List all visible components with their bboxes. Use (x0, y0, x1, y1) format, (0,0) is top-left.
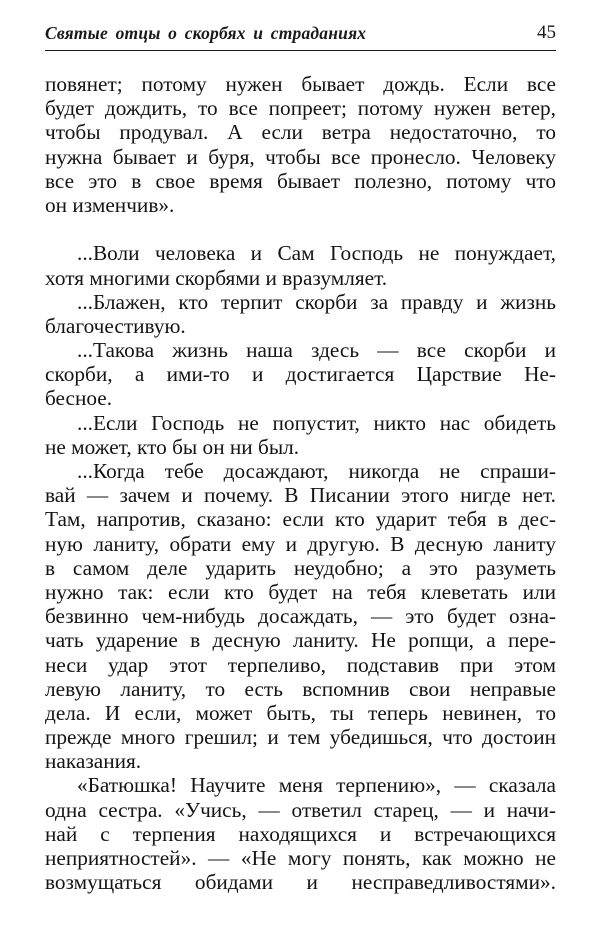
text-line: все это в свое время бывает полезно, потому что (45, 168, 556, 193)
body-text (45, 72, 556, 894)
text-line: «Батюшка! Научите меня терпению», — сказала (77, 773, 556, 798)
text-line: одна сестра. «Учись, — ответил старец, — и начи- (45, 797, 556, 822)
running-header (45, 18, 556, 51)
text-line: чтобы продувал. А если ветра недостаточно, то (45, 120, 556, 145)
text-line: ...Блажен, кто терпит скорби за правду и жизнь (77, 289, 556, 314)
text-line: неприятностей». — «Не могу понять, как можно не (45, 846, 556, 870)
text-line: в самом деле ударить неудобно; а это разуметь (45, 555, 556, 580)
text-line: ...Такова жизнь наша здесь — все скорби и (77, 338, 556, 363)
paragraph-gap (45, 217, 556, 241)
text-line: возмущаться обидами и несправедливостями». (45, 870, 556, 895)
text-line: неси удар этот терпеливо, подставив при этом (45, 652, 556, 677)
text-line: нужно так: если кто будет на тебя клеветать или (45, 579, 556, 604)
text-line: най с терпения находящихся и встречающихся (45, 821, 556, 846)
text-line: ...Воли человека и Сам Господь не понуждает, (77, 241, 556, 266)
text-line: ...Когда тебе досаждают, никогда не спраши- (77, 459, 556, 483)
text-line: наказания. (45, 749, 142, 774)
text-line: нужна бывает и буря, чтобы все пронесло. Человеку (45, 144, 556, 169)
text-line: хотя многими скорбями и вразумляет. (45, 265, 388, 290)
text-line: он изменчив». (45, 192, 175, 217)
text-line: левую ланиту, то есть вспомнив свои неправые (45, 676, 556, 701)
text-line: безвинно чем-нибудь досаждать, — это будет озна- (45, 604, 556, 629)
page-number: 45 (537, 22, 556, 43)
text-line: Там, напротив, сказано: если кто ударит тебя в дес- (45, 507, 556, 532)
text-line: скорби, а ими-то и достигается Царствие Не- (45, 362, 556, 387)
running-title: Святые отцы о скорбях и страданиях (45, 23, 367, 43)
text-line: ную ланиту, обрати ему и другую. В десную ланиту (45, 531, 556, 556)
text-line: ...Если Господь не попустит, никто нас обидеть (77, 410, 556, 435)
text-line: вай — зачем и почему. В Писании этого нигде нет. (45, 483, 556, 508)
text-line: будет дождить, то все попреет; потому нужен ветер, (45, 96, 556, 121)
text-line: не может, кто бы он ни был. (45, 434, 300, 459)
text-line: повянет; потому нужен бывает дождь. Если все (45, 72, 556, 96)
text-line: дела. И если, может быть, ты теперь невинен, то (45, 700, 556, 725)
text-line: чать ударение в десную ланиту. Не ропщи, а пере- (45, 628, 556, 653)
text-line: бесное. (45, 386, 113, 411)
text-line: благочестивую. (45, 313, 186, 338)
text-line: прежде много грешил; и тем убедишься, что достоин (45, 725, 556, 750)
